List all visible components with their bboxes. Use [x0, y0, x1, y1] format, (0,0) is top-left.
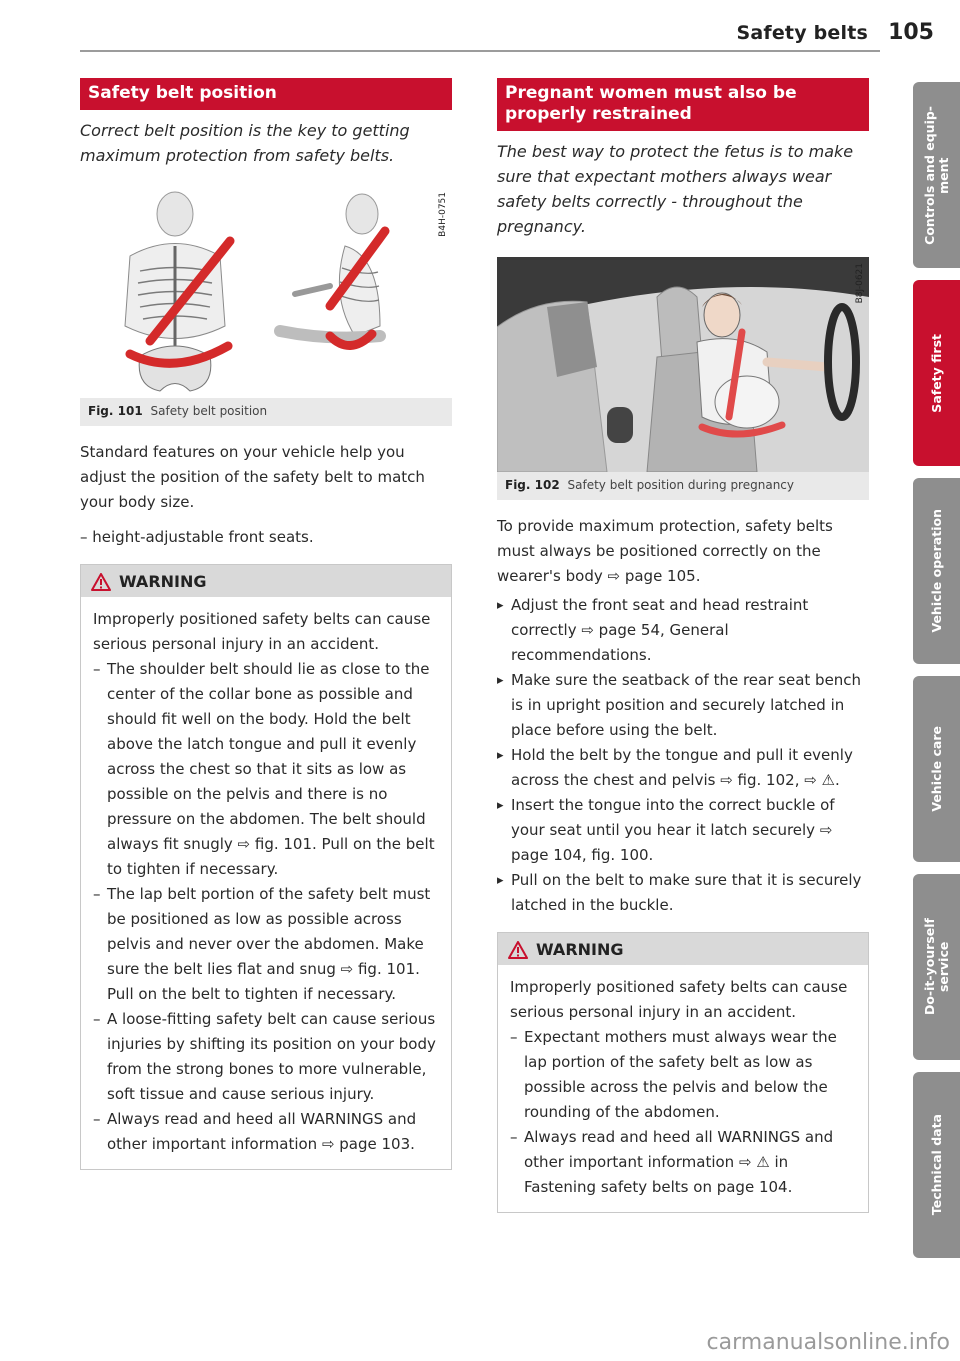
figure-102-illustration — [497, 257, 869, 472]
warning-triangle-icon — [508, 941, 528, 959]
left-column — [80, 78, 452, 1170]
warning-intro: Improperly positioned safety belts can cause serious personal injury in an accident. — [510, 978, 848, 1021]
tab-label: Vehicle care — [928, 726, 944, 812]
list-item: ▸ Hold the belt by the tongue and pull it evenly across the chest and pelvis ⇨ fig. 102, ⇨ ⚠. — [497, 743, 869, 793]
tab-label: Technical data — [928, 1114, 944, 1216]
steps-list — [497, 593, 869, 918]
tab-vehicle-care[interactable] — [913, 676, 960, 862]
chapter-tabs — [913, 82, 960, 1270]
list-item: ▸ Insert the tongue into the correct buckle of your seat until you hear it latch securely ⇨ page 104, fig. 100. — [497, 793, 869, 868]
paragraph-protection: To provide maximum protection, safety belts must always be positioned correctly on the wearer's body ⇨ page 105. — [497, 517, 833, 585]
section-intro: The best way to protect the fetus is to make sure that expectant mothers always wear safety belts correctly - throughout the pregnancy. — [497, 142, 854, 236]
warning-list — [93, 657, 439, 1157]
skeleton-belt-illustration — [80, 186, 452, 398]
warning-box-left — [80, 564, 452, 1170]
section-heading-belt-position: Safety belt position — [80, 78, 452, 110]
figure-101 — [80, 186, 452, 426]
tab-do-it-yourself-service[interactable] — [913, 874, 960, 1060]
list-item: – Always read and heed all WARNINGS and other important information ⇨ page 103. — [93, 1107, 439, 1157]
list-item: ▸ Adjust the front seat and head restraint correctly ⇨ page 54, General recommendations. — [497, 593, 869, 668]
tab-label: Do-it-yourself service — [921, 918, 951, 1016]
list-item: ▸ Make sure the seatback of the rear seat bench is in upright position and securely latched in place before using the belt. — [497, 668, 869, 743]
figure-caption-text: Safety belt position during pregnancy — [567, 478, 794, 492]
warning-title: WARNING — [119, 572, 207, 591]
pregnant-driver-illustration — [497, 257, 869, 472]
paragraph-adjust: Standard features on your vehicle help you adjust the position of the safety belt to match your body size. — [80, 443, 425, 511]
figure-caption — [497, 472, 869, 500]
watermark: carmanualsonline.info — [706, 1330, 950, 1355]
right-column — [497, 78, 869, 1213]
figure-label: Fig. 102 — [505, 478, 560, 492]
page-number: 105 — [888, 20, 934, 45]
tab-label: Controls and equip- ment — [921, 105, 951, 245]
tab-technical-data[interactable] — [913, 1072, 960, 1258]
warning-intro: Improperly positioned safety belts can cause serious personal injury in an accident. — [93, 610, 431, 653]
list-item: – A loose-fitting safety belt can cause serious injuries by shifting its position on your body from the strong bones to more vulnerable, soft tissue and cause serious injury. — [93, 1007, 439, 1107]
tab-safety-first[interactable] — [913, 280, 960, 466]
warning-header — [498, 933, 868, 965]
header-rule — [80, 50, 880, 52]
warning-title: WARNING — [536, 940, 624, 959]
section-heading-pregnancy: Pregnant women must also be properly restrained — [497, 78, 869, 131]
figure-102 — [497, 257, 869, 500]
tab-controls-and-equipment[interactable] — [913, 82, 960, 268]
paragraph-seats: – height-adjustable front seats. — [80, 528, 314, 546]
figure-101-illustration — [80, 186, 452, 398]
section-intro: Correct belt position is the key to getting maximum protection from safety belts. — [80, 121, 410, 165]
list-item: – The shoulder belt should lie as close to the center of the collar bone as possible and should fit well on the body. Hold the belt above the latch tongue and pull it evenly across the chest so that it sits as low as possible on the pelvis and there is no pressure on the abdomen. The belt should always fit snugly ⇨ fig. 101. Pull on the belt to tighten if necessary. — [93, 657, 439, 882]
list-item: – Expectant mothers must always wear the lap portion of the safety belt as low as possible across the pelvis and below the rounding of the abdomen. — [510, 1025, 856, 1125]
figure-code: B8J-0621 — [855, 263, 865, 304]
warning-list — [510, 1025, 856, 1200]
tab-label: Safety first — [928, 333, 944, 413]
warning-header — [81, 565, 451, 597]
figure-caption — [80, 398, 452, 426]
warning-triangle-icon — [91, 573, 111, 591]
list-item: ▸ Pull on the belt to make sure that it is securely latched in the buckle. — [497, 868, 869, 918]
figure-code: B4H-0751 — [438, 192, 448, 237]
list-item: – Always read and heed all WARNINGS and other important information ⇨ ⚠ in Fastening safety belts on page 104. — [510, 1125, 856, 1200]
figure-caption-text: Safety belt position — [150, 404, 268, 418]
list-item: – The lap belt portion of the safety belt must be positioned as low as possible across pelvis and never over the abdomen. Make sure the belt lies flat and snug ⇨ fig. 101. Pull on the belt to tighten if necessary. — [93, 882, 439, 1007]
figure-label: Fig. 101 — [88, 404, 143, 418]
tab-vehicle-operation[interactable] — [913, 478, 960, 664]
tab-label: Vehicle operation — [928, 509, 944, 633]
running-header-title: Safety belts — [736, 22, 868, 44]
warning-box-right — [497, 932, 869, 1213]
